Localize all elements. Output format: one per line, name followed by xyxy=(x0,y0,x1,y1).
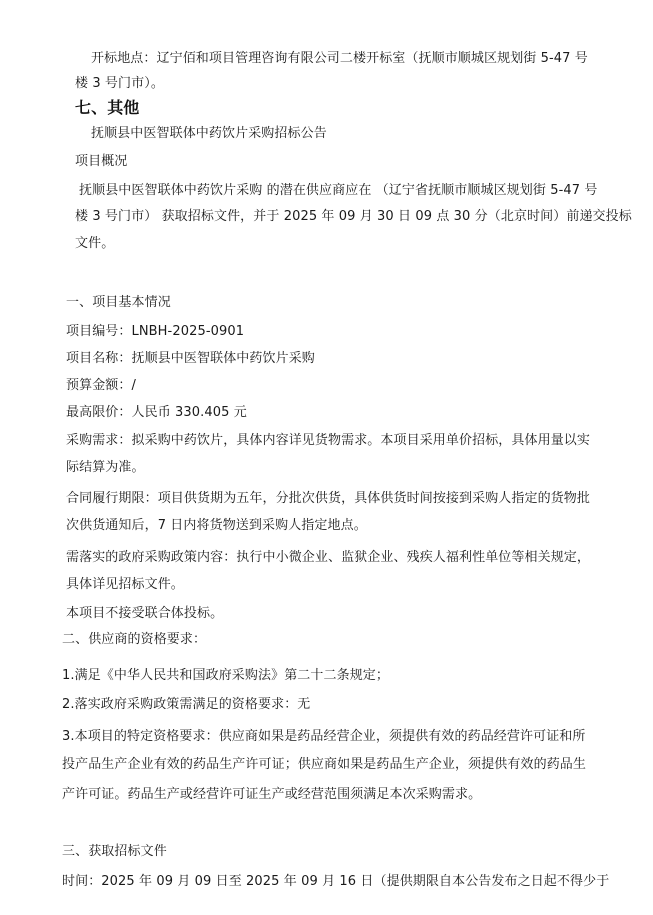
project-overview-heading: 项目概况 xyxy=(75,154,128,169)
qualification-item-1: 1.满足《中华人民共和国政府采购法》第二十二条规定； xyxy=(62,668,390,683)
project-name: 项目名称：抚顺县中医智联体中药饮片采购 xyxy=(66,351,315,366)
project-number: 项目编号：LNBH-2025-0901 xyxy=(66,324,245,339)
bid-opening-location-line-2: 楼 3 号门市）。 xyxy=(75,76,164,91)
procurement-requirement-line-1: 采购需求：拟采购中药饮片，具体内容详见货物需求。本项目采用单价招标，具体用量以实 xyxy=(66,433,591,448)
bid-opening-location-line-1: 开标地点：辽宁佰和项目管理咨询有限公司二楼开标室（抚顺市顺城区规划街 5-47 号 xyxy=(91,51,588,66)
qualification-item-3-line-1: 3.本项目的特定资格要求：供应商如果是药品经营企业，须提供有效的药品经营许可证和所 xyxy=(62,729,586,744)
announcement-title: 抚顺县中医智联体中药饮片采购招标公告 xyxy=(91,126,327,141)
contract-period-line-1: 合同履行期限：项目供货期为五年，分批次供货，具体供货时间按接到采购人指定的货物批 xyxy=(66,491,591,506)
overview-paragraph-line-2: 楼 3 号门市） 获取招标文件，并于 2025 年 09 月 30 日 09 点 30 分（北京时间）前递交投标 xyxy=(75,209,632,224)
obtain-documents-time: 时间：2025 年 09 月 09 日至 2025 年 09 月 16 日（提供期限自本公告发布之日起不得少于 xyxy=(62,874,610,889)
section-heading-obtain-documents: 三、获取招标文件 xyxy=(62,844,167,859)
consortium-notice: 本项目不接受联合体投标。 xyxy=(66,606,224,621)
section-heading-other: 七、其他 xyxy=(75,98,140,117)
overview-paragraph-line-1: 抚顺县中医智联体中药饮片采购 的潜在供应商应在 （辽宁省抚顺市顺城区规划街 5-47 号 xyxy=(79,183,598,198)
section-heading-qualifications: 二、供应商的资格要求： xyxy=(62,632,207,647)
maximum-price: 最高限价：人民币 330.405 元 xyxy=(66,405,247,420)
policy-content-line-2: 具体详见招标文件。 xyxy=(66,577,184,592)
policy-content-line-1: 需落实的政府采购政策内容：执行中小微企业、监狱企业、残疾人福利性单位等相关规定， xyxy=(66,550,591,565)
qualification-item-3-line-2: 投产品生产企业有效的药品生产许可证；供应商如果是药品生产企业，须提供有效的药品生 xyxy=(62,757,587,772)
section-heading-basic-info: 一、项目基本情况 xyxy=(66,295,171,310)
qualification-item-2: 2.落实政府采购政策需满足的资格要求：无 xyxy=(62,697,311,712)
contract-period-line-2: 次供货通知后，7 日内将货物送到采购人指定地点。 xyxy=(66,518,367,533)
procurement-requirement-line-2: 际结算为准。 xyxy=(66,460,145,475)
overview-paragraph-line-3: 文件。 xyxy=(75,236,115,251)
budget-amount: 预算金额：/ xyxy=(66,378,136,393)
qualification-item-3-line-3: 产许可证。药品生产或经营许可证生产或经营范围须满足本次采购需求。 xyxy=(62,787,482,802)
